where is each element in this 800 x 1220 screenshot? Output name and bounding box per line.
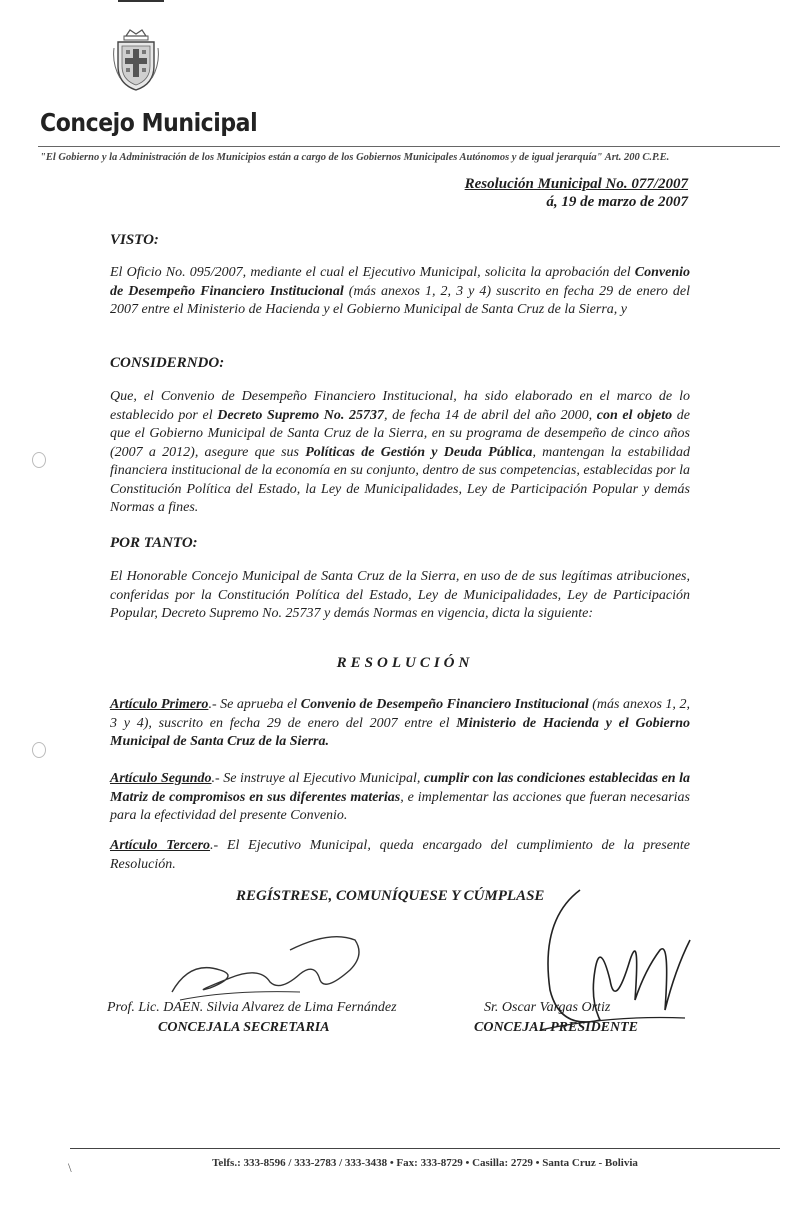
por-tanto-paragraph: El Honorable Concejo Municipal de Santa Cruz de la Sierra, en uso de de sus legítimas atribuciones, conferidas por la Constitución Política del Estado, Ley de Municipalidades, Ley de Participación Popular, Decreto Supremo No. 25737 y demás Normas en vigencia, dicta la siguiente: — [110, 569, 690, 621]
header-motto: "El Gobierno y la Administración de los Municipios están a cargo de los Gobiernos Municipales Autónomos y de igual jerarquía" Art. 200 C.P.E. — [40, 152, 670, 163]
considerando-objeto-bold: con el objeto — [596, 407, 673, 423]
left-signatory-title: CONCEJALA SECRETARIA — [158, 1020, 330, 1035]
header-divider — [38, 146, 780, 147]
resolution-date: á, 19 de marzo de 2007 — [546, 194, 688, 210]
visto-convenio-bold: Convenio de Desempeño Financiero Institucional — [110, 265, 690, 299]
article-primero-text-2: (más anexos 1, 2, 3 y 4), suscrito en fecha 29 de enero del 2007 entre el — [110, 697, 690, 731]
closing-formula: REGÍSTRESE, COMUNÍQUESE Y CÚMPLASE — [236, 888, 545, 904]
resolution-number: Resolución Municipal No. 077/2007 — [464, 176, 688, 192]
visto-paragraph — [110, 264, 690, 320]
article-segundo — [110, 770, 690, 826]
article-primero-parties-bold: Ministerio de Hacienda y el Gobierno Municipal de Santa Cruz de la Sierra. — [110, 715, 690, 749]
considerando-heading: CONSIDERNDO: — [110, 355, 225, 371]
scan-mark: \ — [68, 1160, 72, 1175]
punch-hole-top — [32, 452, 46, 468]
considerando-text-1: Que, el Convenio de Desempeño Financiero Institucional, ha sido elaborado en el marco de lo establecido por el — [110, 389, 690, 423]
visto-heading: VISTO: — [110, 232, 159, 248]
considerando-decreto-bold: Decreto Supremo No. 25737 — [217, 407, 384, 423]
left-signatory-name: Prof. Lic. DAEN. Silvia Alvarez de Lima Fernández — [107, 1000, 397, 1015]
considerando-text-3: de que el Gobierno Municipal de Santa Cruz de la Sierra, en su programa de desempeño de cinco años (2007 a 2012), asegure que sus — [110, 407, 691, 460]
considerando-text-2: , de fecha 14 de abril del año 2000, — [383, 407, 597, 423]
article-segundo-label: Artículo Segundo — [110, 771, 212, 786]
right-signatory-name: Sr. Oscar Vargas Ortiz — [484, 1000, 611, 1015]
article-tercero-label: Artículo Tercero — [110, 838, 211, 853]
article-primero — [110, 696, 690, 752]
organization-name: Concejo Municipal — [40, 108, 258, 137]
article-segundo-text-1: .- Se instruye al Ejecutivo Municipal, — [211, 771, 424, 786]
article-primero-convenio-bold: Convenio de Desempeño Financiero Institucional — [300, 697, 589, 712]
footer-divider — [70, 1148, 780, 1149]
article-primero-label: Artículo Primero — [110, 697, 209, 712]
footer-contact: Telfs.: 333-8596 / 333-2783 / 333-3438 • Fax: 333-8729 • Casilla: 2729 • Santa Cruz - Bolivia — [212, 1157, 638, 1169]
considerando-paragraph — [110, 388, 690, 518]
article-segundo-text-2: , e implementar las acciones que fueran necesarias para la efectividad del presente Convenio. — [110, 789, 690, 823]
article-segundo-conditions-bold: cumplir con las condiciones establecidas en la Matriz de compromisos en sus diferentes materias — [110, 771, 691, 805]
coat-of-arms-icon — [112, 28, 160, 92]
left-signature-image — [150, 930, 370, 1010]
top-scan-mark — [118, 0, 164, 2]
punch-hole-bottom — [32, 742, 46, 758]
considerando-text-4: , mantengan la estabilidad financiera institucional de la economía en su conjunto, dentro de sus competencias, establecidas por la Constitución Política del Estado, la Ley de Municipalidades, Ley de Participación Popular y demás Normas a fines. — [110, 444, 690, 515]
visto-text-2: (más anexos 1, 2, 3 y 4) suscrito en fecha 29 de enero del 2007 entre el Ministerio de Hacienda y el Gobierno Municipal de Santa Cruz de la Sierra, y — [110, 283, 690, 317]
visto-text-1: El Oficio No. 095/2007, mediante el cual el Ejecutivo Municipal, solicita la aprobación del — [110, 265, 631, 280]
por-tanto-heading: POR TANTO: — [110, 535, 198, 551]
article-tercero-text: .- El Ejecutivo Municipal, queda encargado del cumplimiento de la presente Resolución. — [110, 838, 691, 872]
considerando-politicas-bold: Políticas de Gestión y Deuda Pública — [305, 444, 533, 460]
article-primero-text-1: .- Se aprueba el — [208, 697, 301, 712]
article-tercero — [110, 837, 690, 874]
right-signatory-title: CONCEJAL PRESIDENTE — [474, 1020, 639, 1035]
resolucion-title: RESOLUCIÓN — [336, 655, 474, 671]
